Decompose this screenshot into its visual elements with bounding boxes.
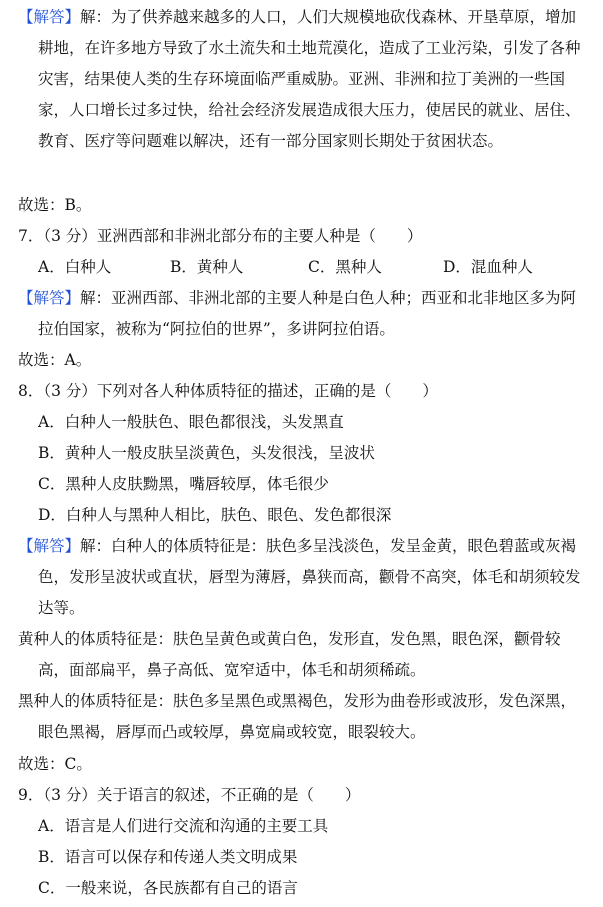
q8-option-b: B．黄种人一般皮肤呈淡黄色，头发很浅，呈波状: [38, 444, 375, 462]
answer-tag: 【解答】: [18, 289, 81, 307]
q9-option-b: B．语言可以保存和传递人类文明成果: [38, 848, 298, 866]
q6-answer-text: 解：为了供养越来越多的人口，人们大规模地砍伐森林、开垦草原，增加耕地，在许多地方导致了水土流失和土地荒漠化，造成了工业污染，引发了各种灾害，结果使人类的生存环境面临严重威胁。亚洲、非洲和拉丁美洲的一些国家，人口增长过多过快，给社会经济发展造成很大压力，使居民的就业、居住、教育、医疗等问题难以解决，还有一部分国家则长期处于贫困状态。: [38, 8, 581, 150]
q6-choice: 故选：B。: [18, 196, 92, 214]
q8-option-c: C．黑种人皮肤黝黑，嘴唇较厚，体毛很少: [38, 475, 329, 493]
answer-tag: 【解答】: [18, 8, 81, 26]
q7-choice: 故选：A。: [18, 351, 92, 369]
q7-option-c: C．黑种人: [308, 258, 382, 276]
q9-option-a: A．语言是人们进行交流和沟通的主要工具: [38, 817, 329, 835]
q8-choice: 故选：C。: [18, 755, 92, 773]
q7-option-d: D．混血种人: [443, 258, 533, 276]
q7-stem: 7．（3 分）亚洲西部和非洲北部分布的主要人种是（ ）: [18, 227, 423, 245]
q7-answer-paragraph: [18, 283, 590, 345]
q7-option-a: A．白种人: [38, 258, 112, 276]
q7-option-b: B．黄种人: [170, 258, 244, 276]
q8-stem: 8．（3 分）下列对各人种体质特征的描述，正确的是（ ）: [18, 382, 438, 400]
q8-yellow-race-paragraph: 黄种人的体质特征是：肤色呈黄色或黄白色，发形直，发色黑，眼色深，颧骨较高，面部扁平，鼻子高低、宽窄适中，体毛和胡须稀疏。: [18, 630, 561, 679]
q8-answer-text: 解：白种人的体质特征是：肤色多呈浅淡色，发呈金黄，眼色碧蓝或灰褐色，发形呈波状或直状，唇型为薄唇，鼻狭而高，颧骨不高突，体毛和胡须较发达等。: [38, 537, 581, 617]
answer-tag: 【解答】: [18, 537, 81, 555]
q7-answer-text: 解：亚洲西部、非洲北部的主要人种是白色人种；西亚和北非地区多为阿拉伯国家，被称为“阿拉伯的世界”，多讲阿拉伯语。: [38, 289, 577, 338]
q8-answer-paragraph: [18, 531, 590, 624]
q8-option-a: A．白种人一般肤色、眼色都很浅，头发黑直: [38, 413, 344, 431]
q8-option-d: D．白种人与黑种人相比，肤色、眼色、发色都很深: [38, 506, 392, 524]
q6-answer-paragraph: [18, 2, 590, 157]
q9-option-c: C．一般来说，各民族都有自己的语言: [38, 879, 298, 897]
q9-stem: 9．（3 分）关于语言的叙述，不正确的是（ ）: [18, 786, 361, 804]
q8-black-race-paragraph: 黑种人的体质特征是：肤色多呈黑色或黑褐色，发形为曲卷形或波形，发色深黑，眼色黑褐，唇厚而凸或较厚，鼻宽扁或较宽，眼裂较大。: [18, 692, 577, 741]
